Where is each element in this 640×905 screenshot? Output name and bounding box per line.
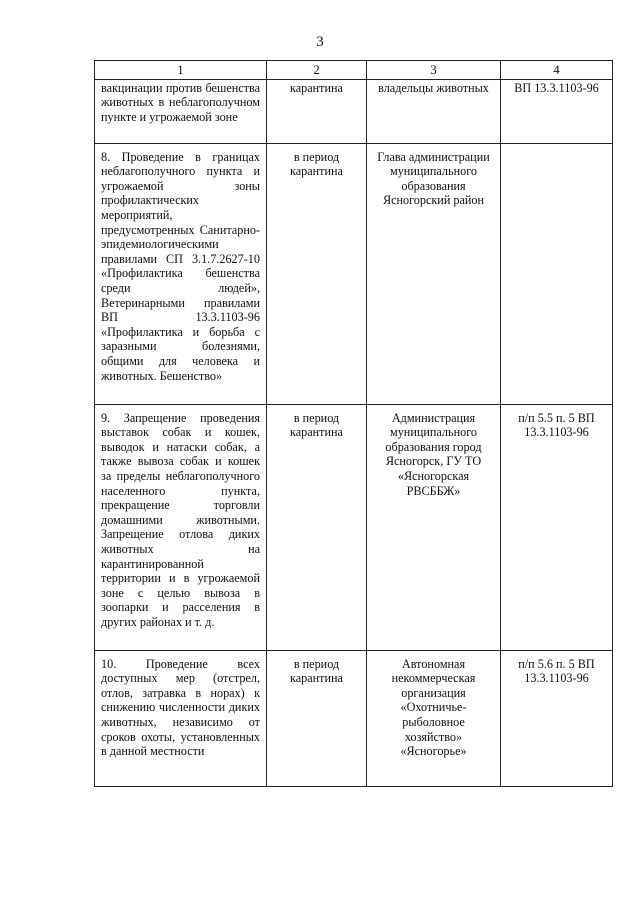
- period-cell: в период карантина: [267, 404, 367, 650]
- responsible-cell: Глава администрации муниципального образования Ясногорский район: [367, 143, 501, 404]
- column-header-3: 3: [367, 61, 501, 80]
- responsible-cell: Администрация муниципального образования город Ясногорск, ГУ ТО «Ясногорская РВСББЖ»: [367, 404, 501, 650]
- measure-cell: 10. Проведение всех доступных мер (отстрел, отлов, затравка в норах) к снижению численности диких животных, независимо от сроков охоты, установленных в данной местности: [95, 650, 267, 786]
- measures-table: [94, 60, 613, 787]
- measure-cell: 8. Проведение в границах неблагополучного пункта и угрожаемой зоны профилактических мероприятий, предусмотренных Санитарно-эпидемиологическими правилами СП 3.1.7.2627-10 «Профилактика бешенства среди людей», Ветеринарными правилами ВП 13.3.1103-96 «Профилактика и борьба с заразными болезнями, общими для человека и животных. Бешенство»: [95, 143, 267, 404]
- reference-cell: п/п 5.5 п. 5 ВП 13.3.1103-96: [501, 404, 613, 650]
- responsible-cell: владельцы животных: [367, 79, 501, 143]
- table-row: [95, 650, 613, 786]
- period-cell: карантина: [267, 79, 367, 143]
- table-header-row: [95, 61, 613, 80]
- measure-cell: вакцинации против бешенства животных в неблагополучном пункте и угрожаемой зоне: [95, 79, 267, 143]
- column-header-4: 4: [501, 61, 613, 80]
- reference-cell: п/п 5.6 п. 5 ВП 13.3.1103-96: [501, 650, 613, 786]
- period-cell: в период карантина: [267, 650, 367, 786]
- reference-cell: ВП 13.3.1103-96: [501, 79, 613, 143]
- column-header-2: 2: [267, 61, 367, 80]
- period-cell: в период карантина: [267, 143, 367, 404]
- reference-cell: [501, 143, 613, 404]
- measure-cell: 9. Запрещение проведения выставок собак и кошек, выводок и натаски собак, а также вывоза собак и кошек за пределы неблагополучного населенного пункта, прекращение торговли домашними животными. Запрещение отлова диких животных на карантинированной территории и в угрожаемой зоне с целью вывоза в зоопарки и расселения в других районах и т. д.: [95, 404, 267, 650]
- column-header-1: 1: [95, 61, 267, 80]
- table-row: [95, 404, 613, 650]
- page-number: 3: [316, 34, 324, 50]
- responsible-cell: Автономная некоммерческая организация «Охотничье-рыболовное хозяйство» «Ясногорье»: [367, 650, 501, 786]
- table-row: [95, 143, 613, 404]
- table-row: [95, 79, 613, 143]
